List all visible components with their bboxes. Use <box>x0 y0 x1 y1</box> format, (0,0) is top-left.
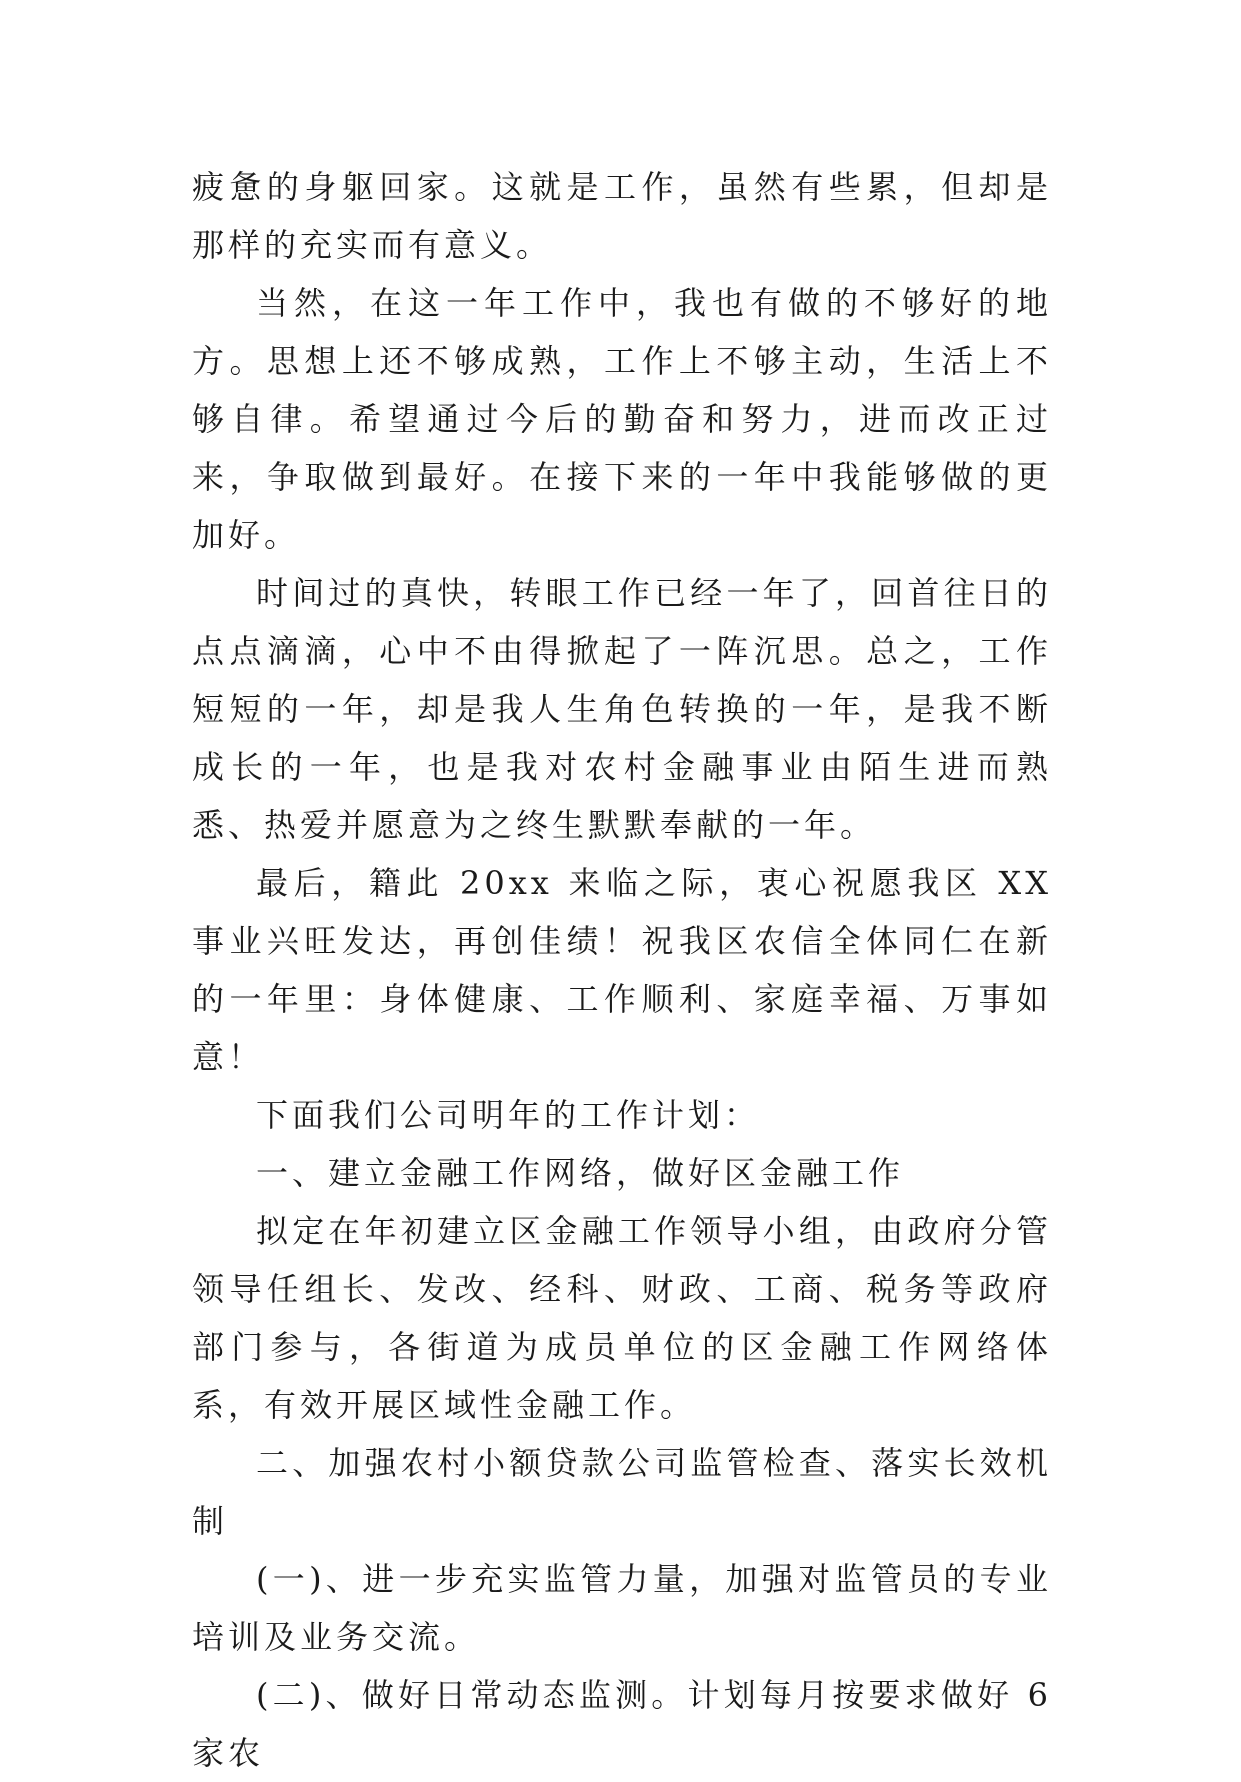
document-body <box>192 158 1052 1782</box>
paragraph: 当然，在这一年工作中，我也有做的不够好的地方。思想上还不够成熟，工作上不够主动，生活上不够自律。希望通过今后的勤奋和努力，进而改正过来，争取做到最好。在接下来的一年中我能够做的更加好。 <box>192 284 1052 554</box>
paragraph: 拟定在年初建立区金融工作领导小组，由政府分管领导任组长、发改、经科、财政、工商、税务等政府部门参与，各街道为成员单位的区金融工作网络体系，有效开展区域性金融工作。 <box>192 1212 1052 1424</box>
paragraph: (一)、进一步充实监管力量，加强对监管员的专业培训及业务交流。 <box>192 1560 1052 1656</box>
paragraph: 疲惫的身躯回家。这就是工作，虽然有些累，但却是那样的充实而有意义。 <box>192 168 1052 264</box>
paragraph: 时间过的真快，转眼工作已经一年了，回首往日的点点滴滴，心中不由得掀起了一阵沉思。总之，工作短短的一年，却是我人生角色转换的一年，是我不断成长的一年，也是我对农村金融事业由陌生进而熟悉、热爱并愿意为之终生默默奉献的一年。 <box>192 574 1052 844</box>
section-heading: 二、加强农村小额贷款公司监管检查、落实长效机制 <box>192 1444 1052 1540</box>
section-heading: 一、建立金融工作网络，做好区金融工作 <box>256 1154 905 1192</box>
paragraph: 最后，籍此 20xx 来临之际，衷心祝愿我区 XX 事业兴旺发达，再创佳绩！祝我区农信全体同仁在新的一年里：身体健康、工作顺利、家庭幸福、万事如意！ <box>192 864 1052 1076</box>
paragraph: 下面我们公司明年的工作计划： <box>256 1096 761 1134</box>
paragraph: (二)、做好日常动态监测。计划每月按要求做好 6 家农 <box>192 1676 1052 1772</box>
